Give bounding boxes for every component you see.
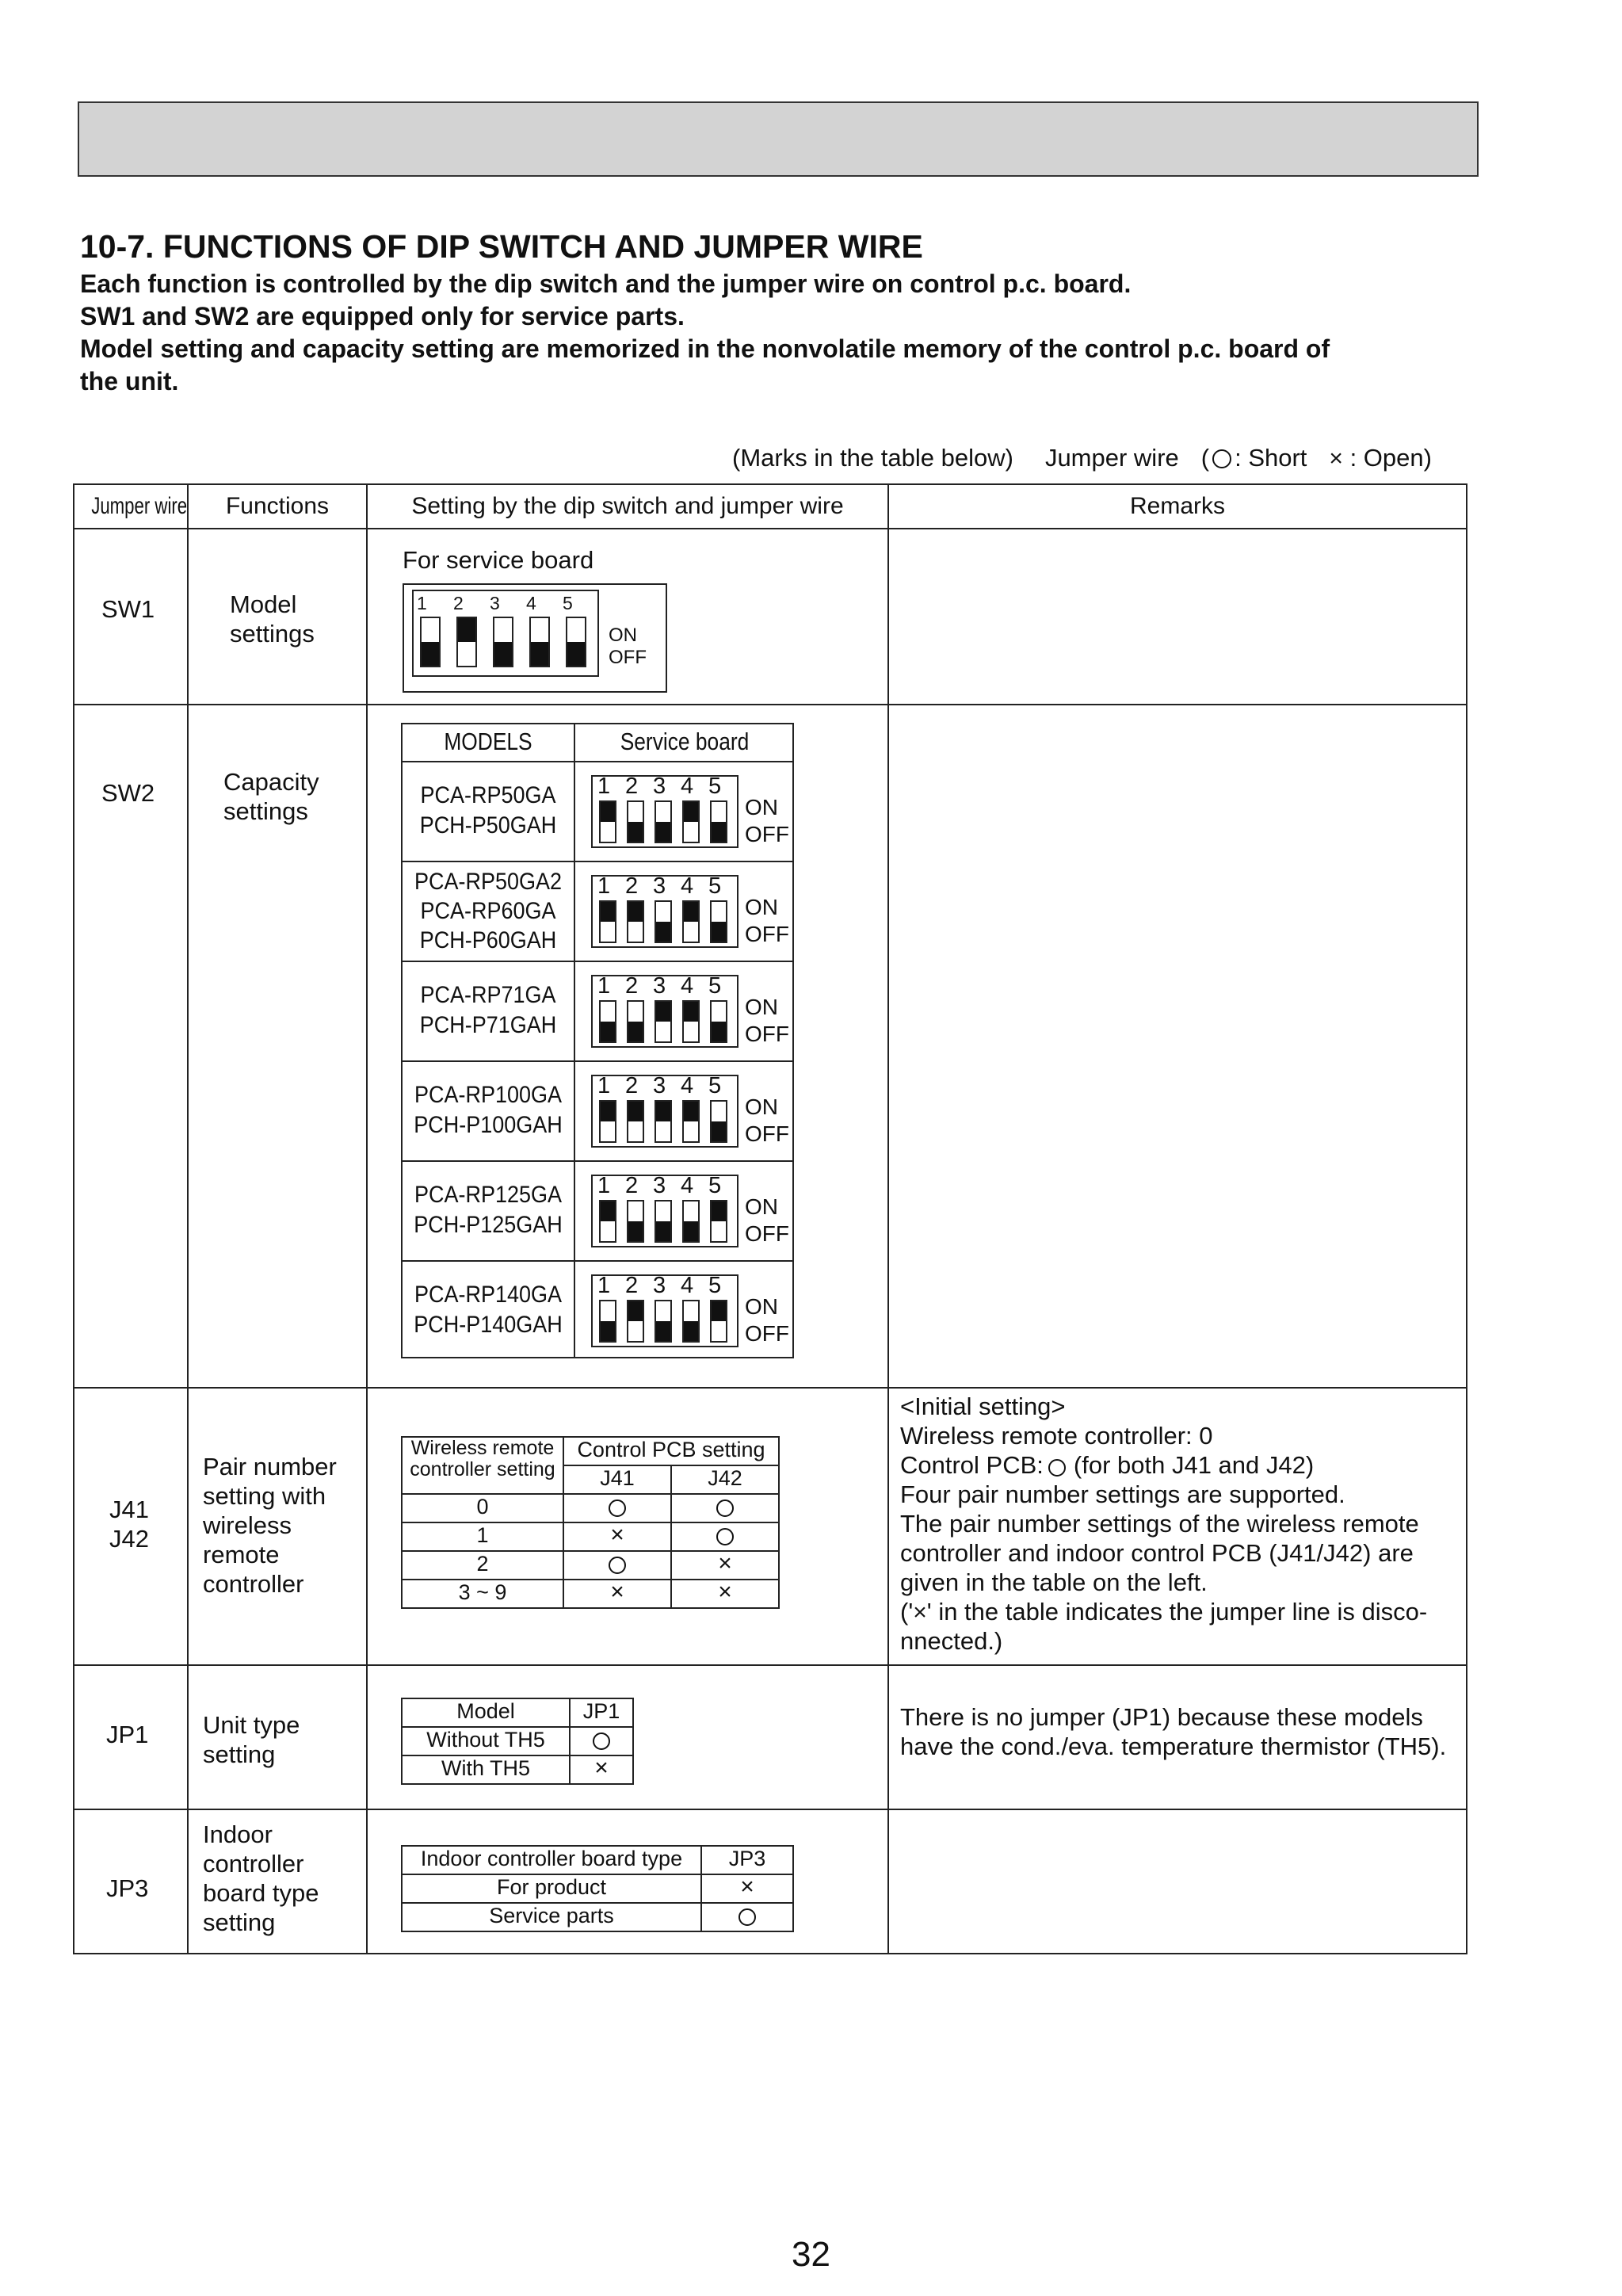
dip-switch-1	[599, 1300, 616, 1343]
dip-switch-5	[710, 1100, 727, 1143]
table-row: 0	[402, 1494, 779, 1522]
dip-switch-1	[420, 617, 441, 667]
open-cross-icon: ×	[610, 1579, 624, 1605]
jp3-remarks	[888, 1809, 1467, 1954]
short-circle-icon	[1048, 1459, 1066, 1477]
switch-number: 3	[653, 1173, 666, 1198]
switch-number: 1	[597, 774, 611, 799]
switch-number: 5	[708, 973, 722, 999]
header-bar	[78, 101, 1479, 177]
switch-number: 4	[526, 593, 536, 613]
sw2-model-names: PCA-RP50GA2 PCA-RP60GA PCH-P60GAH	[414, 868, 563, 953]
dip-switch-2	[627, 1300, 644, 1343]
switch-number: 2	[625, 1273, 639, 1298]
j41-function: Pair number setting with wireless remote controller	[188, 1388, 367, 1665]
dip-switch-3	[655, 1000, 672, 1043]
dip-switch-3	[655, 1100, 672, 1143]
switch-number: 3	[653, 873, 666, 899]
dip-switch-3	[655, 900, 672, 943]
sw1-function: Model settings	[188, 529, 367, 705]
jp3-setting	[367, 1809, 888, 1954]
legend-paren: (	[1200, 444, 1210, 472]
switch-number: 2	[625, 774, 639, 799]
sw2-model-names: PCA-RP140GA PCH-P140GAH	[414, 1282, 563, 1338]
switch-number: 1	[597, 873, 611, 899]
short-circle-icon	[609, 1499, 626, 1517]
board-type-table: Indoor controller board type JP3 For product × Service parts	[401, 1845, 794, 1932]
switch-number: 5	[708, 1173, 722, 1198]
sw2-models-table	[401, 723, 794, 1358]
dip-switch-5	[710, 900, 727, 943]
sw2-label: SW2	[74, 705, 188, 1388]
switch-number: 3	[653, 1273, 666, 1298]
on-off-label: ON OFF	[745, 995, 789, 1046]
sw2-remarks	[888, 705, 1467, 1388]
unit-type-table: Model JP1 Without TH5 With TH5 ×	[401, 1698, 634, 1785]
table-row: 3 ~ 9 × ×	[402, 1580, 779, 1608]
switch-number: 1	[597, 1273, 611, 1298]
header-remarks: Remarks	[888, 484, 1467, 529]
table-row: 1 ×	[402, 1522, 779, 1551]
sw2-model-names: PCA-RP100GA PCH-P100GAH	[414, 1082, 563, 1138]
table-row: Service parts	[402, 1903, 793, 1931]
on-off-label: ON OFF	[745, 1194, 789, 1246]
dip-switch-1	[599, 800, 616, 843]
intro-line: the unit.	[80, 367, 179, 395]
dip-switch-5	[710, 1000, 727, 1043]
switch-number: 2	[625, 973, 639, 999]
j41-remarks: <Initial setting> Wireless remote controller: 0 Control PCB: (for both J41 and J42) Four pair number settings are supported. The pair number settings of the wireless remote controller and indoor control PCB (J41/J42) are given in the table on the left. ('×' in the table indicates the jumper line is disco- nnected.)	[888, 1388, 1467, 1665]
switch-number: 4	[681, 973, 694, 999]
open-cross-icon: ×	[913, 1599, 927, 1626]
open-cross-icon: ×	[740, 1874, 754, 1900]
dip-switch-5	[566, 617, 586, 667]
functions-table	[73, 483, 1467, 1954]
header-functions: Functions	[188, 484, 367, 529]
header-setting: Setting by the dip switch and jumper wire	[367, 484, 888, 529]
dip-switch-4	[682, 1200, 700, 1243]
short-circle-icon	[1212, 449, 1231, 468]
dip-switch-1	[599, 1100, 616, 1143]
intro-line: SW1 and SW2 are equipped only for service parts.	[80, 302, 685, 330]
switch-number: 4	[681, 1173, 694, 1198]
switch-number: 1	[417, 593, 427, 613]
switch-number: 3	[653, 1073, 666, 1098]
short-circle-icon	[738, 1908, 756, 1926]
page-title: 10-7. FUNCTIONS OF DIP SWITCH AND JUMPER WIRE	[80, 228, 923, 265]
dip-switch-2	[456, 617, 477, 667]
sw1-remarks	[888, 529, 1467, 705]
dip-switch-4	[682, 1000, 700, 1043]
header-jumper-wire: Jumper wire	[74, 484, 188, 529]
dip-switch-5	[710, 1200, 727, 1243]
jp3-function: Indoor controller board type setting	[188, 1809, 367, 1954]
dip-switch-3	[655, 1200, 672, 1243]
sw2-model-names: PCA-RP71GA PCH-P71GAH	[419, 982, 557, 1038]
switch-number: 4	[681, 1073, 694, 1098]
on-off-label: ON OFF	[745, 1095, 789, 1146]
dip-switch-2	[627, 1000, 644, 1043]
dip-switch-1	[599, 1000, 616, 1043]
switch-number: 5	[708, 873, 722, 899]
switch-number: 3	[490, 593, 500, 613]
dip-switch-2	[627, 1200, 644, 1243]
intro-line: Each function is controlled by the dip switch and the jumper wire on control p.c. board.	[80, 269, 1132, 298]
sw2-setting	[367, 705, 888, 1388]
open-cross-icon: ×	[610, 1522, 624, 1548]
dip-switch-4	[682, 1300, 700, 1343]
legend-jumper: Jumper wire	[1044, 444, 1179, 472]
jp1-label: JP1	[74, 1665, 188, 1809]
dip-switch-1	[599, 1200, 616, 1243]
dip-switch-2	[627, 800, 644, 843]
table-row: 2 ×	[402, 1551, 779, 1580]
open-cross-icon: ×	[718, 1579, 732, 1605]
switch-number: 1	[597, 1073, 611, 1098]
sw2-model-names: PCA-RP125GA PCH-P125GAH	[414, 1182, 563, 1238]
short-circle-icon	[593, 1733, 610, 1750]
sw1-setting: For service board ON OFF 1 2 3 4 5	[367, 529, 888, 705]
open-cross-icon: ×	[594, 1755, 609, 1781]
pair-number-table: Wireless remote controller setting Control PCB setting J41 J42 0 1 × 2 × 3 ~ 9 × ×	[401, 1436, 780, 1609]
short-circle-icon	[716, 1499, 734, 1517]
dip-switch-5	[710, 1300, 727, 1343]
switch-number: 2	[625, 1073, 639, 1098]
dip-switch-2	[627, 1100, 644, 1143]
dip-switch-4	[682, 1100, 700, 1143]
page-number: 32	[792, 2235, 830, 2274]
marks-legend	[732, 444, 1432, 472]
switch-number: 5	[708, 774, 722, 799]
open-cross-icon: ×	[1329, 445, 1343, 472]
short-circle-icon	[609, 1557, 626, 1574]
sw2-function: Capacity settings	[188, 705, 367, 1388]
legend-short: : Short	[1235, 444, 1307, 472]
dip-switch-2	[627, 900, 644, 943]
j41-setting	[367, 1388, 888, 1665]
dip-switch-4	[682, 800, 700, 843]
sw2-model-names: PCA-RP50GA PCH-P50GAH	[419, 782, 557, 839]
jp1-remarks: There is no jumper (JP1) because these models have the cond./eva. temperature thermistor (TH5).	[888, 1665, 1467, 1809]
dip-switch-4	[529, 617, 550, 667]
switch-number: 5	[708, 1273, 722, 1298]
models-header: MODELS	[444, 728, 532, 755]
dip-switch-1	[599, 900, 616, 943]
switch-number: 1	[597, 1173, 611, 1198]
legend-marks: (Marks in the table below)	[732, 444, 1013, 472]
short-circle-icon	[716, 1528, 734, 1545]
jp1-function: Unit type setting	[188, 1665, 367, 1809]
sw1-label: SW1	[74, 529, 188, 705]
switch-number: 3	[653, 774, 666, 799]
open-cross-icon: ×	[718, 1550, 732, 1576]
intro-line: Model setting and capacity setting are memorized in the nonvolatile memory of the control p.c. board of	[80, 334, 1330, 363]
switch-number: 5	[563, 593, 573, 613]
switch-number: 5	[708, 1073, 722, 1098]
jp3-label: JP3	[74, 1809, 188, 1954]
j41-label: J41 J42	[74, 1388, 188, 1665]
dip-switch-3	[493, 617, 513, 667]
intro-text	[80, 268, 1483, 398]
switch-number: 4	[681, 873, 694, 899]
sw1-caption: For service board	[403, 546, 594, 574]
switch-number: 2	[625, 1173, 639, 1198]
switch-number: 4	[681, 1273, 694, 1298]
dip-switch-3	[655, 800, 672, 843]
switch-number: 4	[681, 774, 694, 799]
switch-number: 2	[453, 593, 464, 613]
dip-switch-5	[710, 800, 727, 843]
on-off-label: ON OFF	[745, 795, 789, 846]
table-row: With TH5 ×	[402, 1755, 633, 1784]
jp1-setting	[367, 1665, 888, 1809]
dip-switch-4	[682, 900, 700, 943]
switch-number: 1	[597, 973, 611, 999]
switch-number: 3	[653, 973, 666, 999]
dip-switch-3	[655, 1300, 672, 1343]
table-row: Without TH5	[402, 1727, 633, 1755]
switch-number: 2	[625, 873, 639, 899]
on-off-label: ON OFF	[745, 895, 789, 946]
on-off-label: ON OFF	[745, 1294, 789, 1346]
service-board-header: Service board	[620, 728, 750, 755]
legend-open: : Open)	[1349, 444, 1432, 472]
table-row: For product ×	[402, 1874, 793, 1903]
